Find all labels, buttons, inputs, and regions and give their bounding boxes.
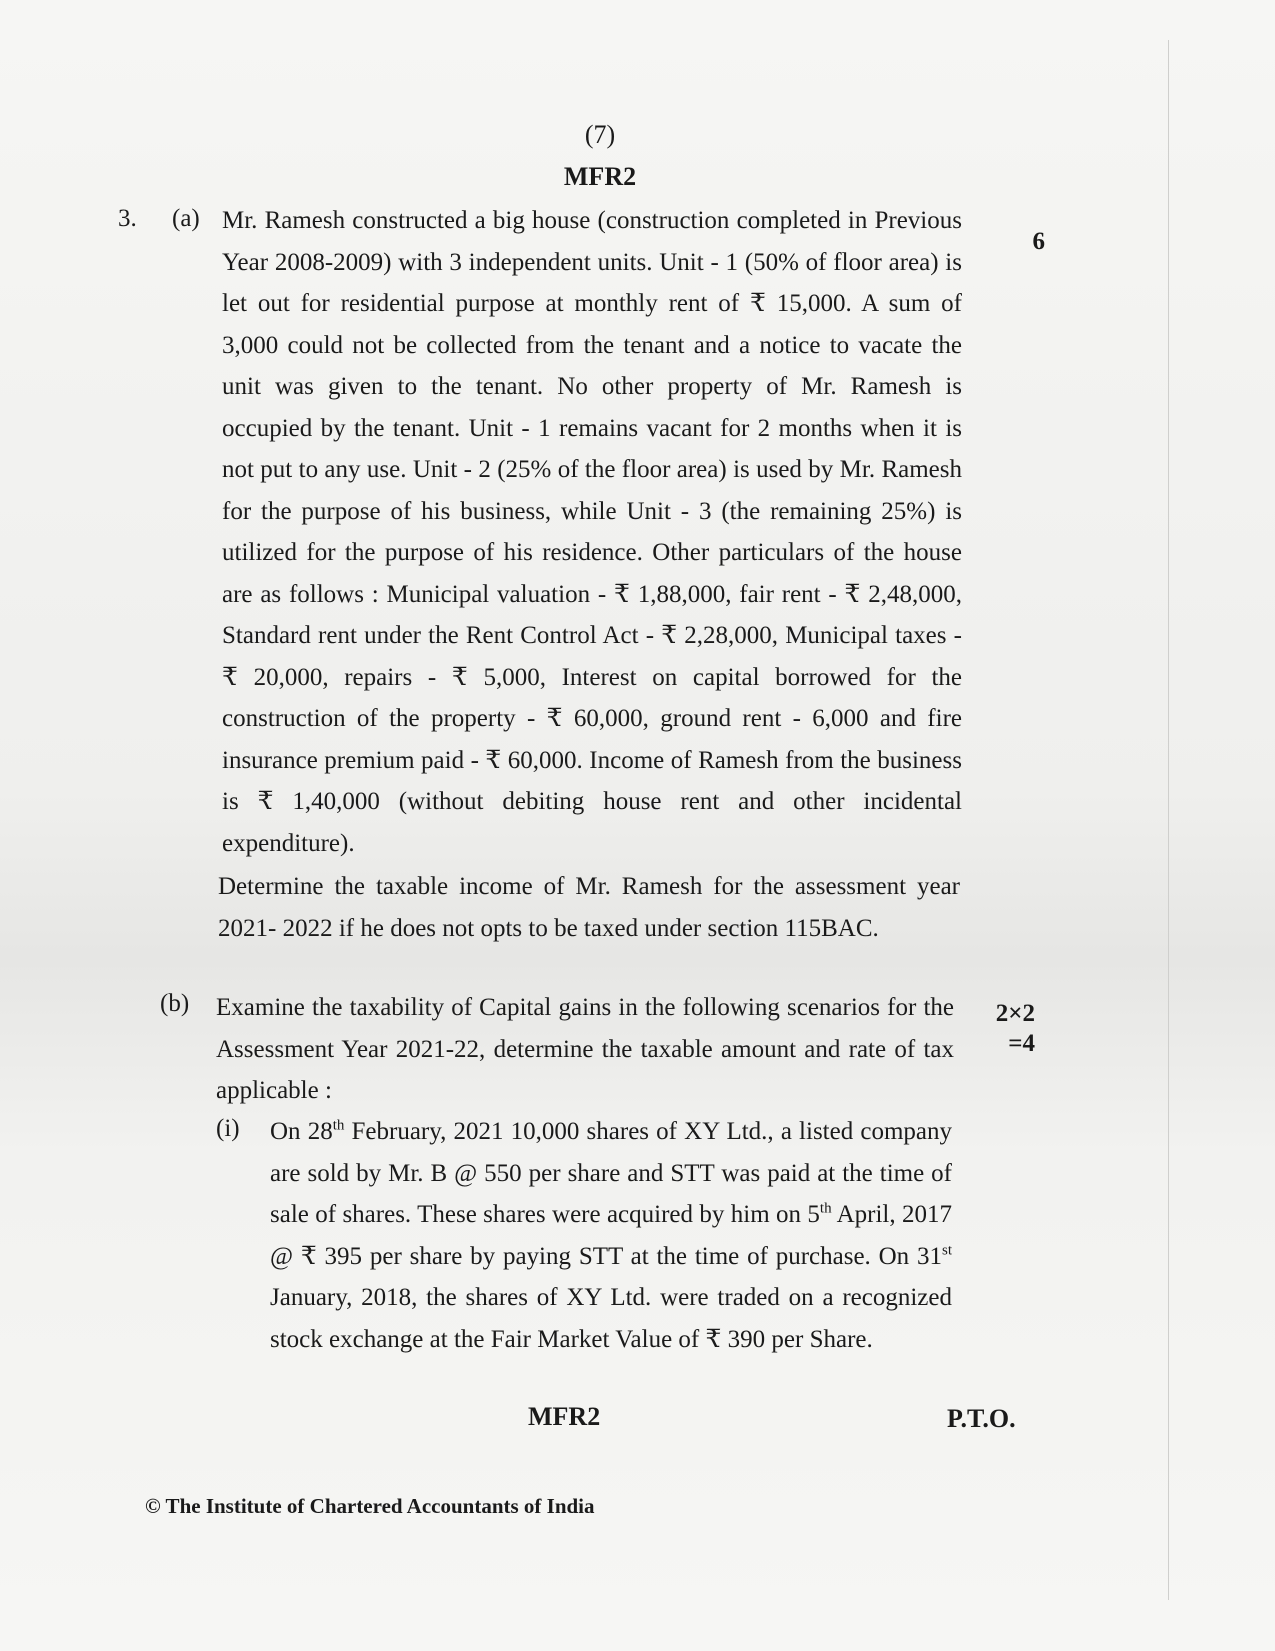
item-i-label: (i) xyxy=(216,1115,240,1142)
part-b-marks-line2: =4 xyxy=(1008,1030,1035,1057)
part-a-instruction: Determine the taxable income of Mr. Ramesh for the assessment year 2021- 2022 if he does not opts to be taxed under section 115BAC. xyxy=(218,873,960,942)
pto-label: P.T.O. xyxy=(947,1404,1016,1433)
page-number: (7) xyxy=(584,120,616,149)
part-a-marks: 6 xyxy=(1032,228,1045,255)
part-b-marks-line1: 2×2 xyxy=(995,1000,1035,1027)
ordinal-th: th xyxy=(332,1117,345,1134)
part-a-label: (a) xyxy=(172,205,200,232)
item-i-text: On 28th February, 2021 10,000 shares of XY Ltd., a listed company are sold by Mr. B @ 550 per share and STT was paid at the time of sale of shares. These shares were acquired by him on 5th April, 2017 @ ₹ 395 per share by paying STT at the time of purchase. On 31st January, 2018, the shares of XY Ltd. were traded on a recognized stock exchange at the Fair Market Value of ₹ 390 per Share. xyxy=(270,1117,952,1353)
part-b-label: (b) xyxy=(160,990,190,1017)
ordinal-th: th xyxy=(819,1200,832,1217)
paper-code-header: MFR2 xyxy=(563,162,637,191)
paper-code-footer: MFR2 xyxy=(528,1402,601,1431)
page-edge-line xyxy=(1168,40,1169,1600)
part-b-text: Examine the taxability of Capital gains in the following scenarios for the Assessment Year 2021-22, determine the taxable amount and rate of tax applicable : xyxy=(216,994,954,1104)
question-number: 3. xyxy=(118,205,137,232)
part-a-text: Mr. Ramesh constructed a big house (construction completed in Previous Year 2008-2009) with 3 independent units. Unit - 1 (50% of floor area) is let out for residential purpose at monthly rent of ₹ 15,000. A sum of 3,000 could not be collected from the tenant and a notice to vacate the unit was given to the tenant. No other property of Mr. Ramesh is occupied by the tenant. Unit - 1 remains vacant for 2 months when it is not put to any use. Unit - 2 (25% of the floor area) is used by Mr. Ramesh for the purpose of his business, while Unit - 3 (the remaining 25%) is utilized for the purpose of his residence. Other particulars of the house are as follows : Municipal valuation - ₹ 1,88,000, fair rent - ₹ 2,48,000, Standard rent under the Rent Control Act - ₹ 2,28,000, Municipal taxes - ₹ 20,000, repairs - ₹ 5,000, Interest on capital borrowed for the construction of the property - ₹ 60,000, ground rent - 6,000 and fire insurance premium paid - ₹ 60,000. Income of Ramesh from the business is ₹ 1,40,000 (without debiting house rent and other incidental expenditure). xyxy=(222,207,962,857)
copyright-notice: © The Institute of Chartered Accountants of India xyxy=(145,1494,595,1518)
ordinal-st: st xyxy=(941,1242,952,1259)
